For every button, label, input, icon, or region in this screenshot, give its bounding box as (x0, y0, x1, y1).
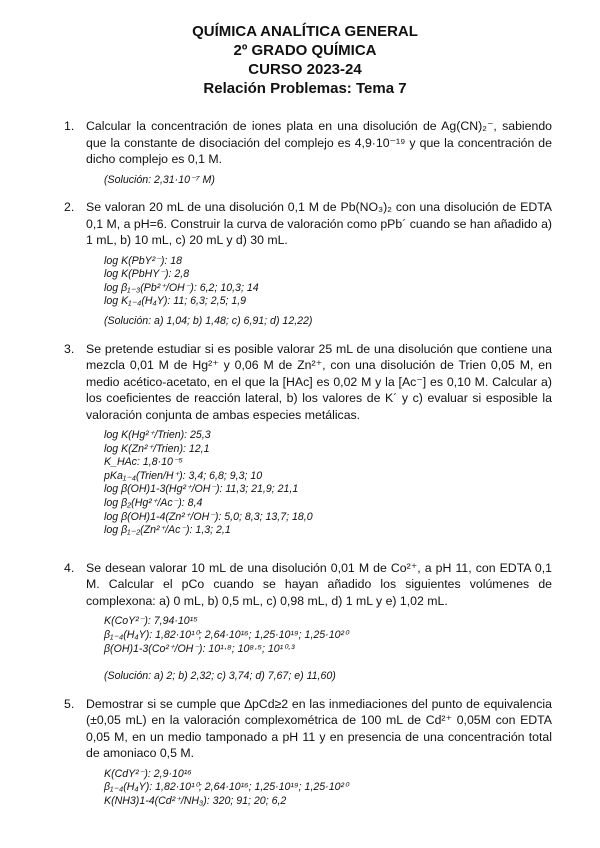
data-line: K(CdY²⁻): 2,9·10¹⁶ (104, 767, 192, 780)
degree-title: 2º GRADO QUÍMICA (233, 42, 377, 59)
problem-data (104, 615, 552, 656)
problem-number: 4. (64, 560, 75, 575)
problem-statement: Calcular la concentración de iones plata en una disolución de Ag(CN)₂⁻, sabiendo que la constante de disociación del complejo es 4,9·10⁻¹⁹ y que la concentración de dicho complejo es 0,1 M. (86, 119, 552, 166)
problem-2 (58, 199, 552, 328)
data-line: log K(Zn²⁺/Trien): 12,1 (104, 442, 210, 455)
document-header (58, 22, 552, 98)
problem-number: 3. (64, 341, 75, 356)
problem-solution: (Solución: a) 1,04; b) 1,48; c) 6,91; d) 12,22) (104, 314, 313, 327)
problem-statement: Se valoran 20 mL de una disolución 0,1 M de Pb(NO₃)₂ con una disolución de EDTA 0,1 M, a pH=6. Construir la curva de valoración como pPb´ cuando se han añadido a) 1 mL, b) 10 mL, c) 20 mL y d) 30 mL. (86, 200, 552, 248)
data-line: log K(PbY²⁻): 18 (104, 254, 183, 267)
data-line: pKa₁₋₄(Trien/H⁺): 3,4; 6,8; 9,3; 10 (104, 469, 263, 482)
problem-3 (58, 341, 552, 538)
problem-5 (58, 696, 552, 809)
problem-statement: Demostrar si se cumple que ∆pCd≥2 en las inmediaciones del punto de equivalencia (±0,05 mL) en la valoración complexométrica de 100 mL de Cd²⁺ 0,05M con EDTA 0,05 M, en un medio tamponado a pH 11 y en presencia de una concentración total de amoniaco 0,5 M. (86, 696, 552, 761)
data-line: β(OH)1-3(Co²⁺/OH⁻): 10¹·⁸; 10⁸·⁵; 10¹⁰·³ (104, 642, 295, 655)
problem-statement: Se pretende estudiar si es posible valorar 25 mL de una disolución que contiene una mezcla 0,01 M de Hg²⁺ y 0,06 M de Zn²⁺, con una disolución de Trien 0,05 M, en medio acético-acetato, en el que la [HAc] es 0,02 M y la [Ac⁻] es 0,10 M. Calcular a) los coeficientes de reacción lateral, b) los valores de K´ y c) evaluar si esposible la valoración conjunta de ambas especies metálicas. (86, 341, 552, 422)
problem-solution: (Solución: a) 2; b) 2,32; c) 3,74; d) 7,67; e) 11,60) (104, 670, 336, 683)
problem-set-title: Relación Problemas: Tema 7 (203, 80, 407, 97)
data-line: β₁₋₄(H₄Y): 1,82·10¹⁰; 2,64·10¹⁶; 1,25·10¹⁹; 1,25·10²⁰ (104, 628, 349, 641)
problem-data (104, 429, 552, 538)
problem-data (104, 255, 552, 309)
data-line: log β₂(Hg²⁺/Ac⁻): 8,4 (104, 497, 203, 510)
problem-solution: (Solución: 2,31·10⁻⁷ M) (104, 173, 215, 186)
data-line: K_HAc: 1,8·10⁻⁵ (104, 456, 183, 469)
problem-statement: Se desean valorar 10 mL de una disolución 0,01 M de Co²⁺, a pH 11, con EDTA 0,1 M. Calcular el pCo cuando se hayan añadido los siguientes volúmenes de complexona: a) 0 mL, b) 0,5 mL, c) 0,98 mL, d) 1 mL y e) 1,02 mL. (86, 560, 552, 608)
data-line: log β(OH)1-3(Hg²⁺/OH⁻): 11,3; 21,9; 21,1 (104, 483, 299, 496)
data-line: β₁₋₄(H₄Y): 1,82·10¹⁰; 2,64·10¹⁶; 1,25·10¹⁹; 1,25·10²⁰ (104, 781, 349, 794)
data-line: log K₁₋₄(H₄Y): 11; 6,3; 2,5; 1,9 (104, 295, 247, 308)
problem-4 (58, 560, 552, 684)
data-line: log β(OH)1-4(Zn²⁺/OH⁻): 5,0; 8,3; 13,7; 18,0 (104, 510, 313, 523)
data-line: log K(PbHY⁻): 2,8 (104, 268, 190, 281)
data-line: log K(Hg²⁺/Trien): 25,3 (104, 429, 211, 442)
course-title: QUÍMICA ANALÍTICA GENERAL (192, 23, 418, 40)
data-line: log β₁₋₃(Pb²⁺/OH⁻): 6,2; 10,3; 14 (104, 281, 259, 294)
data-line: K(CoY²⁻): 7,94·10¹⁵ (104, 615, 198, 628)
problem-number: 1. (64, 119, 75, 133)
data-line: K(NH3)1-4(Cd²⁺/NH₃): 320; 91; 20; 6,2 (104, 794, 287, 807)
data-line: log β₁₋₂(Zn²⁺/Ac⁻): 1,3; 2,1 (104, 524, 231, 537)
problem-data (104, 768, 552, 809)
problem-number: 2. (64, 200, 75, 215)
problem-1 (58, 118, 552, 187)
academic-year: CURSO 2023-24 (248, 61, 362, 78)
problem-number: 5. (64, 696, 75, 711)
